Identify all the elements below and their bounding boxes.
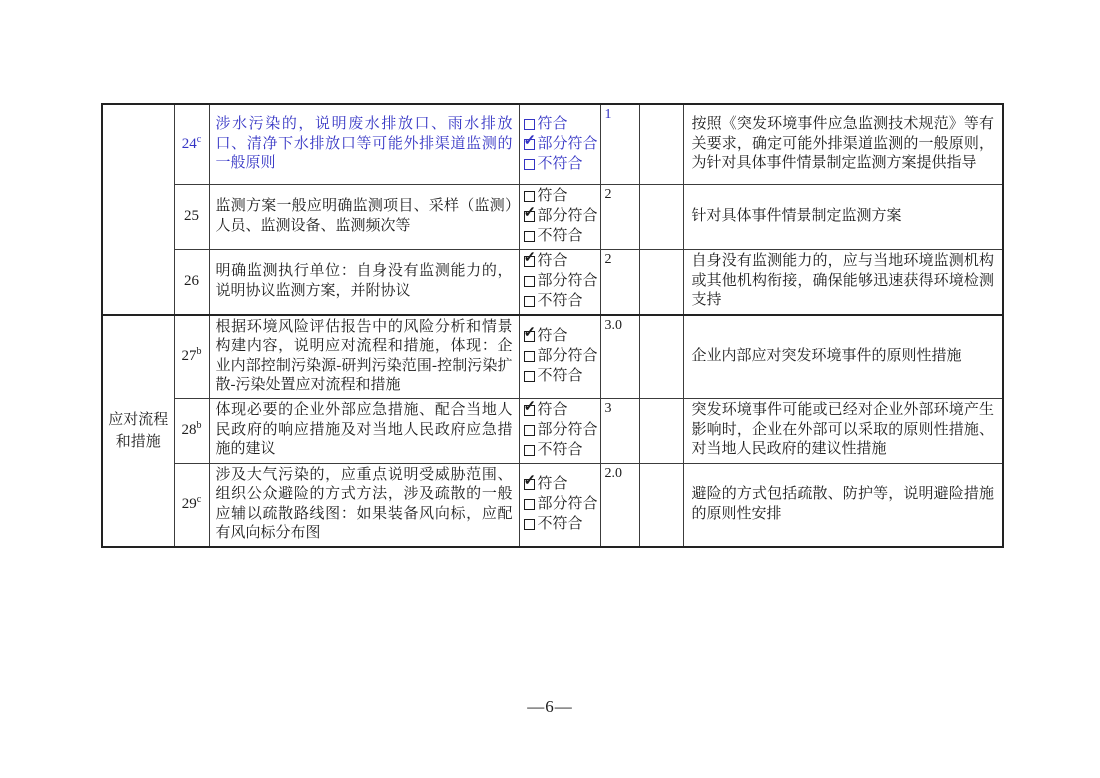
score-cell (600, 398, 639, 463)
checkbox-option-conform[interactable] (524, 475, 596, 495)
table-row (102, 398, 1003, 463)
item-number-cell (174, 315, 209, 399)
checkbox-option-partial[interactable] (524, 134, 596, 154)
item-number: 29 (181, 495, 197, 512)
checkbox-label: 部分符合 (537, 135, 598, 152)
checkbox-icon[interactable] (524, 331, 535, 342)
empty-cell (639, 249, 683, 315)
checkbox-label: 部分符合 (537, 207, 598, 224)
item-number: 25 (184, 207, 199, 224)
checkbox-option-conform[interactable] (524, 327, 596, 347)
item-number-sup: c (196, 493, 202, 505)
checkbox-icon[interactable] (524, 445, 535, 456)
remark-text: 企业内部应对突发环境事件的原则性措施 (683, 315, 1003, 399)
checkbox-label: 不符合 (537, 441, 583, 458)
empty-cell (639, 104, 683, 184)
checkbox-label: 部分符合 (537, 347, 598, 364)
empty-cell (639, 398, 683, 463)
category-cell (102, 104, 174, 315)
item-number-sup: b (196, 345, 202, 357)
checkbox-group (519, 184, 600, 249)
item-text: 根据环境风险评估报告中的风险分析和情景构建内容，说明应对流程和措施，体现：企业内部控制污染源-研判污染范围-控制污染扩散-污染处置应对流程和措施 (209, 315, 519, 399)
page-number: —6— (527, 697, 573, 716)
checkbox-option-nonconform[interactable] (524, 441, 596, 461)
checkbox-icon[interactable] (524, 371, 535, 382)
remark-text: 针对具体事件情景制定监测方案 (683, 184, 1003, 249)
checkbox-icon[interactable] (524, 425, 535, 436)
item-number-cell (174, 249, 209, 315)
item-text: 监测方案一般应明确监测项目、采样（监测）人员、监测设备、监测频次等 (209, 184, 519, 249)
score-cell (600, 249, 639, 315)
remark-text: 自身没有监测能力的，应与当地环境监测机构或其他机构衔接，确保能够迅速获得环境检测支持 (683, 249, 1003, 315)
score-cell (600, 184, 639, 249)
checkbox-label: 部分符合 (537, 272, 598, 289)
item-number-cell (174, 463, 209, 547)
empty-cell (639, 315, 683, 399)
checkbox-icon[interactable] (524, 405, 535, 416)
item-number-cell (174, 398, 209, 463)
score-cell (600, 104, 639, 184)
item-number: 26 (184, 272, 199, 289)
checkbox-icon[interactable] (524, 119, 535, 130)
checkbox-option-partial[interactable] (524, 421, 596, 441)
checkbox-label: 部分符合 (537, 421, 598, 438)
score-value: 2 (604, 251, 612, 267)
checkbox-icon[interactable] (524, 159, 535, 170)
checkbox-icon[interactable] (524, 139, 535, 150)
table-row (102, 184, 1003, 249)
checkbox-label: 符合 (537, 252, 568, 269)
item-number-cell (174, 104, 209, 184)
checkbox-icon[interactable] (524, 351, 535, 362)
checkbox-label: 不符合 (537, 367, 583, 384)
checkbox-option-partial[interactable] (524, 347, 596, 367)
table-row (102, 249, 1003, 315)
empty-cell (639, 184, 683, 249)
checkbox-option-nonconform[interactable] (524, 227, 596, 247)
checkbox-icon[interactable] (524, 211, 535, 222)
checkbox-option-nonconform[interactable] (524, 367, 596, 387)
score-value: 2 (604, 186, 612, 202)
checkbox-icon[interactable] (524, 191, 535, 202)
item-text: 体现必要的企业外部应急措施、配合当地人民政府的响应措施及对当地人民政府应急措施的建议 (209, 398, 519, 463)
checkbox-label: 不符合 (537, 292, 583, 309)
score-value: 3 (604, 400, 612, 416)
checkbox-option-partial[interactable] (524, 207, 596, 227)
checkbox-icon[interactable] (524, 256, 535, 267)
checkbox-group (519, 463, 600, 547)
checkbox-option-conform[interactable] (524, 252, 596, 272)
remark-text: 按照《突发环境事件应急监测技术规范》等有关要求，确定可能外排渠道监测的一般原则，为针对具体事件情景制定监测方案提供指导 (683, 104, 1003, 184)
checkbox-label: 符合 (537, 187, 568, 204)
score-cell (600, 463, 639, 547)
item-number-sup: b (196, 419, 202, 431)
item-number: 28 (181, 421, 197, 438)
checkbox-icon[interactable] (524, 499, 535, 510)
checkbox-option-partial[interactable] (524, 272, 596, 292)
category-cell: 应对流程和措施 (102, 315, 174, 547)
item-text: 涉及大气污染的，应重点说明受威胁范围、组织公众避险的方式方法，涉及疏散的一般应辅以疏散路线图：如果装备风向标，应配有风向标分布图 (209, 463, 519, 547)
remark-text: 避险的方式包括疏散、防护等，说明避险措施的原则性安排 (683, 463, 1003, 547)
item-number-cell (174, 184, 209, 249)
remark-text: 突发环境事件可能或已经对企业外部环境产生影响时，企业在外部可以采取的原则性措施、对当地人民政府的建议性措施 (683, 398, 1003, 463)
checkbox-label: 符合 (537, 475, 568, 492)
item-number: 24 (181, 135, 197, 152)
checkbox-label: 部分符合 (537, 495, 598, 512)
checkbox-icon[interactable] (524, 231, 535, 242)
checkbox-group (519, 104, 600, 184)
checkbox-group (519, 315, 600, 399)
review-checklist-table (101, 103, 1004, 548)
checkbox-icon[interactable] (524, 276, 535, 287)
checkbox-option-conform[interactable] (524, 401, 596, 421)
score-value: 2.0 (604, 465, 622, 481)
checkbox-label: 符合 (537, 327, 568, 344)
checkbox-label: 不符合 (537, 515, 583, 532)
score-cell (600, 315, 639, 399)
empty-cell (639, 463, 683, 547)
checkbox-group (519, 398, 600, 463)
checkbox-group (519, 249, 600, 315)
checkbox-option-partial[interactable] (524, 495, 596, 515)
checkbox-icon[interactable] (524, 479, 535, 490)
checkbox-label: 不符合 (537, 155, 583, 172)
checkbox-icon[interactable] (524, 519, 535, 530)
item-text: 涉水污染的，说明废水排放口、雨水排放口、清净下水排放口等可能外排渠道监测的一般原则 (209, 104, 519, 184)
item-number: 27 (181, 347, 197, 364)
checkbox-label: 符合 (537, 401, 568, 418)
score-value: 3.0 (604, 317, 622, 333)
item-text: 明确监测执行单位：自身没有监测能力的，说明协议监测方案，并附协议 (209, 249, 519, 315)
table-row (102, 315, 1003, 399)
table-row (102, 463, 1003, 547)
checkbox-option-nonconform[interactable] (524, 292, 596, 312)
checkbox-option-nonconform[interactable] (524, 515, 596, 535)
score-value: 1 (604, 107, 612, 122)
item-number-sup: c (196, 133, 202, 145)
table-row (102, 104, 1003, 184)
checkbox-label: 符合 (537, 115, 568, 132)
checkbox-icon[interactable] (524, 296, 535, 307)
checkbox-option-nonconform[interactable] (524, 154, 596, 174)
checkbox-label: 不符合 (537, 227, 583, 244)
